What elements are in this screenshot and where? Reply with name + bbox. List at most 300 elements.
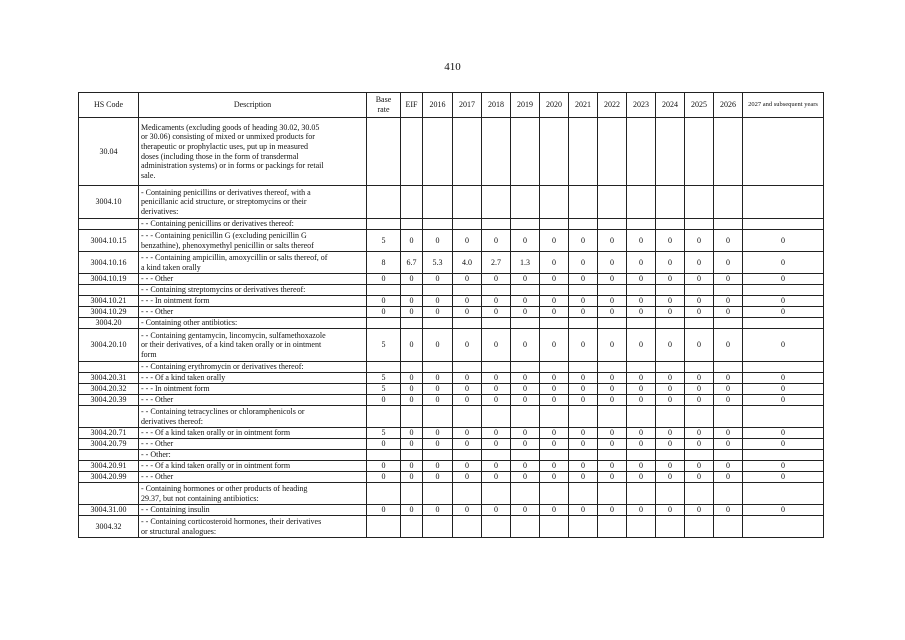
rate-cell: 0 bbox=[598, 505, 627, 516]
rate-cell bbox=[569, 186, 598, 219]
rate-cell: 0 bbox=[656, 384, 685, 395]
rate-cell bbox=[714, 483, 743, 505]
rate-cell: 0 bbox=[423, 461, 453, 472]
rate-cell: 0 bbox=[540, 472, 569, 483]
rate-cell: 5 bbox=[367, 329, 401, 362]
rate-cell bbox=[540, 118, 569, 186]
column-header: 2017 bbox=[453, 93, 482, 118]
rate-cell: 0 bbox=[598, 395, 627, 406]
column-header: 2027 and subsequent years bbox=[743, 93, 824, 118]
rate-cell: 0 bbox=[401, 395, 423, 406]
rate-cell: 0 bbox=[511, 373, 540, 384]
rate-cell: 0 bbox=[511, 395, 540, 406]
rate-cell bbox=[482, 450, 511, 461]
rate-cell: 0 bbox=[569, 296, 598, 307]
column-header: 2020 bbox=[540, 93, 569, 118]
hs-code-cell bbox=[79, 219, 139, 230]
rate-cell bbox=[685, 118, 714, 186]
rate-cell: 0 bbox=[743, 274, 824, 285]
hs-code-cell: 3004.10.19 bbox=[79, 274, 139, 285]
description-cell bbox=[139, 472, 367, 483]
rate-cell: 0 bbox=[627, 230, 656, 252]
rate-cell: 0 bbox=[627, 439, 656, 450]
rate-cell bbox=[656, 450, 685, 461]
rate-cell: 5 bbox=[367, 373, 401, 384]
rate-cell: 0 bbox=[627, 384, 656, 395]
rate-cell: 0 bbox=[714, 472, 743, 483]
rate-cell bbox=[367, 362, 401, 373]
rate-cell: 0 bbox=[569, 329, 598, 362]
hs-code-cell bbox=[79, 362, 139, 373]
rate-cell: 0 bbox=[743, 472, 824, 483]
rate-cell bbox=[598, 219, 627, 230]
description-line: - - - Other bbox=[141, 274, 174, 284]
rate-cell bbox=[685, 406, 714, 428]
rate-cell: 0 bbox=[401, 307, 423, 318]
hs-code-cell: 3004.10.16 bbox=[79, 252, 139, 274]
rate-cell: 0 bbox=[627, 307, 656, 318]
description-cell bbox=[139, 461, 367, 472]
rate-cell: 0 bbox=[367, 461, 401, 472]
description-line: - - - Other bbox=[141, 439, 174, 449]
rate-cell: 0 bbox=[598, 384, 627, 395]
rate-cell: 0 bbox=[598, 230, 627, 252]
description-line: or 30.06) consisting of mixed or unmixed products for bbox=[141, 132, 315, 142]
table-row bbox=[79, 296, 824, 307]
rate-cell bbox=[714, 516, 743, 538]
rate-cell: 0 bbox=[401, 274, 423, 285]
rate-cell: 0 bbox=[569, 505, 598, 516]
rate-cell: 0 bbox=[598, 296, 627, 307]
rate-cell bbox=[714, 219, 743, 230]
rate-cell bbox=[423, 516, 453, 538]
rate-cell: 0 bbox=[743, 384, 824, 395]
rate-cell bbox=[743, 219, 824, 230]
column-header: EIF bbox=[401, 93, 423, 118]
rate-cell bbox=[569, 285, 598, 296]
hs-code-cell: 3004.10 bbox=[79, 186, 139, 219]
description-line: - - Containing insulin bbox=[141, 505, 210, 515]
rate-cell bbox=[482, 318, 511, 329]
rate-cell: 0 bbox=[743, 428, 824, 439]
description-cell bbox=[139, 516, 367, 538]
rate-cell: 0 bbox=[685, 395, 714, 406]
rate-cell bbox=[511, 483, 540, 505]
hs-code-cell: 3004.20.79 bbox=[79, 439, 139, 450]
description-line: Medicaments (excluding goods of heading 30.02, 30.05 bbox=[141, 122, 320, 132]
rate-cell bbox=[714, 186, 743, 219]
rate-cell: 1.3 bbox=[511, 252, 540, 274]
rate-cell: 0 bbox=[423, 395, 453, 406]
rate-cell: 0 bbox=[598, 252, 627, 274]
hs-code-cell: 3004.31.00 bbox=[79, 505, 139, 516]
rate-cell bbox=[482, 285, 511, 296]
rate-cell: 0 bbox=[598, 439, 627, 450]
description-cell bbox=[139, 219, 367, 230]
rate-cell bbox=[401, 219, 423, 230]
rate-cell: 0 bbox=[656, 230, 685, 252]
table-row bbox=[79, 118, 824, 186]
rate-cell: 0 bbox=[540, 252, 569, 274]
rate-cell: 0 bbox=[511, 472, 540, 483]
hs-code-cell: 3004.32 bbox=[79, 516, 139, 538]
rate-cell: 0 bbox=[423, 472, 453, 483]
hs-code-cell: 3004.20 bbox=[79, 318, 139, 329]
rate-cell: 0 bbox=[569, 439, 598, 450]
rate-cell bbox=[540, 406, 569, 428]
description-cell bbox=[139, 483, 367, 505]
rate-cell bbox=[598, 450, 627, 461]
rate-cell bbox=[656, 362, 685, 373]
description-line: - - - Of a kind taken orally or in ointment form bbox=[141, 428, 291, 438]
rate-cell bbox=[367, 516, 401, 538]
rate-cell bbox=[627, 450, 656, 461]
rate-cell: 0 bbox=[685, 373, 714, 384]
rate-cell bbox=[540, 285, 569, 296]
rate-cell: 0 bbox=[569, 230, 598, 252]
rate-cell bbox=[627, 406, 656, 428]
rate-cell: 0 bbox=[367, 472, 401, 483]
rate-cell: 0 bbox=[656, 307, 685, 318]
rate-cell bbox=[569, 318, 598, 329]
table-row bbox=[79, 307, 824, 318]
rate-cell: 0 bbox=[540, 384, 569, 395]
rate-cell: 0 bbox=[401, 373, 423, 384]
rate-cell bbox=[511, 285, 540, 296]
rate-cell bbox=[598, 118, 627, 186]
rate-cell bbox=[627, 362, 656, 373]
column-header: 2026 bbox=[714, 93, 743, 118]
hs-code-cell bbox=[79, 406, 139, 428]
rate-cell: 0 bbox=[685, 472, 714, 483]
rate-cell: 0 bbox=[401, 428, 423, 439]
rate-cell bbox=[423, 483, 453, 505]
rate-cell: 0 bbox=[685, 252, 714, 274]
rate-cell: 0 bbox=[482, 439, 511, 450]
rate-cell bbox=[401, 450, 423, 461]
rate-cell bbox=[482, 406, 511, 428]
column-header: 2023 bbox=[627, 93, 656, 118]
description-line: form bbox=[141, 349, 157, 359]
table-row bbox=[79, 362, 824, 373]
rate-cell bbox=[540, 483, 569, 505]
column-header: 2018 bbox=[482, 93, 511, 118]
rate-cell: 0 bbox=[569, 428, 598, 439]
rate-cell: 0 bbox=[540, 505, 569, 516]
description-line: - - - Containing penicillin G (excluding penicillin G bbox=[141, 230, 307, 240]
description-line: therapeutic or prophylactic uses, put up in measured bbox=[141, 141, 309, 151]
rate-cell: 0 bbox=[511, 384, 540, 395]
rate-cell bbox=[743, 450, 824, 461]
rate-cell bbox=[367, 118, 401, 186]
rate-cell: 0 bbox=[714, 230, 743, 252]
rate-cell: 0 bbox=[627, 252, 656, 274]
rate-cell: 0 bbox=[714, 274, 743, 285]
description-line: - Containing other antibiotics: bbox=[141, 318, 238, 328]
description-line: or structural analogues: bbox=[141, 526, 217, 536]
rate-cell: 0 bbox=[714, 296, 743, 307]
table-row bbox=[79, 461, 824, 472]
description-line: sale. bbox=[141, 170, 156, 180]
description-line: - Containing penicillins or derivatives thereof, with a bbox=[141, 187, 311, 197]
rate-cell: 0 bbox=[598, 329, 627, 362]
header-row bbox=[79, 93, 824, 118]
rate-cell: 0 bbox=[656, 428, 685, 439]
table-row bbox=[79, 186, 824, 219]
rate-cell: 0 bbox=[685, 230, 714, 252]
column-header: 2016 bbox=[423, 93, 453, 118]
rate-cell: 0 bbox=[743, 395, 824, 406]
rate-cell bbox=[598, 516, 627, 538]
rate-cell bbox=[511, 186, 540, 219]
rate-cell: 0 bbox=[423, 505, 453, 516]
rate-cell: 5.3 bbox=[423, 252, 453, 274]
rate-cell bbox=[743, 406, 824, 428]
rate-cell bbox=[656, 406, 685, 428]
rate-cell: 0 bbox=[367, 439, 401, 450]
rate-cell: 0 bbox=[743, 296, 824, 307]
hs-code-cell bbox=[79, 483, 139, 505]
rate-cell: 0 bbox=[685, 307, 714, 318]
description-cell bbox=[139, 118, 367, 186]
rate-cell bbox=[511, 118, 540, 186]
column-header: Base rate bbox=[367, 93, 401, 118]
rate-cell bbox=[423, 450, 453, 461]
rate-cell bbox=[656, 118, 685, 186]
description-cell bbox=[139, 285, 367, 296]
rate-cell bbox=[656, 285, 685, 296]
table-row bbox=[79, 395, 824, 406]
rate-cell: 0 bbox=[482, 329, 511, 362]
hs-code-cell: 3004.20.71 bbox=[79, 428, 139, 439]
rate-cell: 0 bbox=[401, 472, 423, 483]
rate-cell: 0 bbox=[367, 296, 401, 307]
rate-cell bbox=[627, 318, 656, 329]
rate-cell: 0 bbox=[511, 505, 540, 516]
rate-cell bbox=[453, 406, 482, 428]
rate-cell bbox=[743, 362, 824, 373]
rate-cell bbox=[453, 118, 482, 186]
rate-cell: 0 bbox=[627, 274, 656, 285]
rate-cell: 0 bbox=[540, 307, 569, 318]
rate-cell: 0 bbox=[714, 395, 743, 406]
column-header: 2022 bbox=[598, 93, 627, 118]
rate-cell bbox=[540, 362, 569, 373]
rate-cell bbox=[540, 516, 569, 538]
rate-cell: 0 bbox=[401, 296, 423, 307]
rate-cell: 0 bbox=[482, 384, 511, 395]
description-line: administration systems) or in forms or packings for retail bbox=[141, 161, 324, 171]
rate-cell: 0 bbox=[482, 230, 511, 252]
rate-cell bbox=[598, 186, 627, 219]
rate-cell: 0 bbox=[598, 274, 627, 285]
rate-cell: 2.7 bbox=[482, 252, 511, 274]
description-cell bbox=[139, 362, 367, 373]
rate-cell bbox=[367, 483, 401, 505]
rate-cell: 5 bbox=[367, 384, 401, 395]
rate-cell: 0 bbox=[714, 252, 743, 274]
rate-cell: 0 bbox=[627, 461, 656, 472]
rate-cell: 0 bbox=[743, 307, 824, 318]
rate-cell bbox=[367, 450, 401, 461]
rate-cell: 0 bbox=[423, 439, 453, 450]
rate-cell bbox=[511, 516, 540, 538]
rate-cell bbox=[453, 483, 482, 505]
description-line: - - - Other bbox=[141, 395, 174, 405]
rate-cell bbox=[453, 186, 482, 219]
hs-code-cell: 3004.20.32 bbox=[79, 384, 139, 395]
rate-cell bbox=[685, 186, 714, 219]
rate-cell: 0 bbox=[685, 461, 714, 472]
rate-cell: 0 bbox=[743, 461, 824, 472]
rate-cell: 5 bbox=[367, 428, 401, 439]
hs-code-cell bbox=[79, 450, 139, 461]
rate-cell bbox=[423, 219, 453, 230]
rate-cell: 0 bbox=[656, 505, 685, 516]
rate-cell bbox=[453, 318, 482, 329]
rate-cell bbox=[714, 406, 743, 428]
rate-cell: 0 bbox=[482, 472, 511, 483]
rate-cell bbox=[627, 219, 656, 230]
description-line: - - - Containing ampicillin, amoxycillin or salts thereof, of bbox=[141, 252, 328, 262]
rate-cell bbox=[685, 483, 714, 505]
rate-cell: 0 bbox=[511, 307, 540, 318]
description-line: - - Containing penicillins or derivatives thereof: bbox=[141, 219, 294, 229]
rate-cell bbox=[401, 483, 423, 505]
rate-cell: 0 bbox=[453, 296, 482, 307]
rate-cell bbox=[627, 118, 656, 186]
rate-cell: 0 bbox=[598, 307, 627, 318]
rate-cell: 0 bbox=[511, 428, 540, 439]
rate-cell bbox=[482, 186, 511, 219]
rate-cell: 0 bbox=[714, 329, 743, 362]
description-line: - - - Other bbox=[141, 472, 174, 482]
rate-cell bbox=[743, 318, 824, 329]
rate-cell bbox=[656, 318, 685, 329]
rate-cell: 0 bbox=[401, 329, 423, 362]
rate-cell: 0 bbox=[714, 461, 743, 472]
rate-cell: 0 bbox=[453, 307, 482, 318]
column-header: 2019 bbox=[511, 93, 540, 118]
table-row bbox=[79, 219, 824, 230]
table-body bbox=[79, 118, 824, 538]
rate-cell: 0 bbox=[540, 230, 569, 252]
rate-cell: 0 bbox=[569, 461, 598, 472]
rate-cell bbox=[482, 516, 511, 538]
rate-cell: 0 bbox=[656, 373, 685, 384]
rate-cell: 0 bbox=[453, 505, 482, 516]
table-row bbox=[79, 318, 824, 329]
rate-cell: 0 bbox=[540, 439, 569, 450]
rate-cell: 0 bbox=[569, 373, 598, 384]
rate-cell bbox=[540, 186, 569, 219]
rate-cell bbox=[656, 483, 685, 505]
rate-cell: 0 bbox=[511, 461, 540, 472]
rate-cell: 0 bbox=[569, 472, 598, 483]
rate-cell: 0 bbox=[714, 439, 743, 450]
rate-cell bbox=[482, 483, 511, 505]
description-line: derivatives thereof: bbox=[141, 416, 203, 426]
rate-cell bbox=[423, 186, 453, 219]
rate-cell: 0 bbox=[453, 373, 482, 384]
rate-cell bbox=[423, 118, 453, 186]
rate-cell: 0 bbox=[423, 230, 453, 252]
rate-cell bbox=[656, 186, 685, 219]
rate-cell bbox=[453, 362, 482, 373]
rate-cell: 0 bbox=[453, 230, 482, 252]
description-line: - - Containing erythromycin or derivatives thereof: bbox=[141, 362, 304, 372]
rate-cell: 0 bbox=[656, 329, 685, 362]
rate-cell: 6.7 bbox=[401, 252, 423, 274]
rate-cell: 0 bbox=[511, 439, 540, 450]
column-header: Description bbox=[139, 93, 367, 118]
tariff-schedule-table bbox=[78, 92, 824, 538]
rate-cell bbox=[598, 285, 627, 296]
description-line: - Containing hormones or other products of heading bbox=[141, 483, 308, 493]
description-cell bbox=[139, 296, 367, 307]
rate-cell bbox=[423, 318, 453, 329]
description-cell bbox=[139, 274, 367, 285]
rate-cell bbox=[656, 219, 685, 230]
rate-cell: 0 bbox=[627, 329, 656, 362]
rate-cell bbox=[685, 450, 714, 461]
rate-cell: 0 bbox=[401, 230, 423, 252]
rate-cell bbox=[714, 285, 743, 296]
rate-cell bbox=[627, 186, 656, 219]
rate-cell: 0 bbox=[714, 307, 743, 318]
rate-cell: 0 bbox=[401, 384, 423, 395]
rate-cell: 0 bbox=[423, 296, 453, 307]
rate-cell: 0 bbox=[367, 274, 401, 285]
table-row bbox=[79, 373, 824, 384]
description-line: - - Containing gentamycin, lincomycin, sulfamethoxazole bbox=[141, 330, 326, 340]
rate-cell: 0 bbox=[423, 329, 453, 362]
hs-code-cell: 30.04 bbox=[79, 118, 139, 186]
rate-cell: 0 bbox=[685, 274, 714, 285]
rate-cell: 0 bbox=[598, 428, 627, 439]
rate-cell bbox=[685, 516, 714, 538]
description-line: penicillanic acid structure, or streptomycins or their bbox=[141, 197, 307, 207]
column-header: HS Code bbox=[79, 93, 139, 118]
description-line: doses (including those in the form of transdermal bbox=[141, 151, 299, 161]
rate-cell bbox=[598, 362, 627, 373]
table-row bbox=[79, 230, 824, 252]
rate-cell bbox=[367, 285, 401, 296]
description-line: - - - Of a kind taken orally bbox=[141, 373, 226, 383]
rate-cell: 0 bbox=[511, 296, 540, 307]
description-cell bbox=[139, 428, 367, 439]
rate-cell bbox=[569, 362, 598, 373]
rate-cell: 0 bbox=[453, 395, 482, 406]
table-row bbox=[79, 516, 824, 538]
rate-cell: 0 bbox=[569, 384, 598, 395]
rate-cell: 0 bbox=[423, 274, 453, 285]
description-line: - - - In ointment form bbox=[141, 384, 210, 394]
rate-cell bbox=[367, 219, 401, 230]
description-cell bbox=[139, 373, 367, 384]
column-header: 2025 bbox=[685, 93, 714, 118]
rate-cell bbox=[511, 219, 540, 230]
rate-cell: 0 bbox=[540, 428, 569, 439]
rate-cell bbox=[714, 450, 743, 461]
table-row bbox=[79, 384, 824, 395]
rate-cell: 0 bbox=[743, 252, 824, 274]
rate-cell bbox=[401, 362, 423, 373]
rate-cell bbox=[401, 186, 423, 219]
rate-cell: 0 bbox=[656, 472, 685, 483]
rate-cell: 5 bbox=[367, 230, 401, 252]
rate-cell: 0 bbox=[627, 505, 656, 516]
